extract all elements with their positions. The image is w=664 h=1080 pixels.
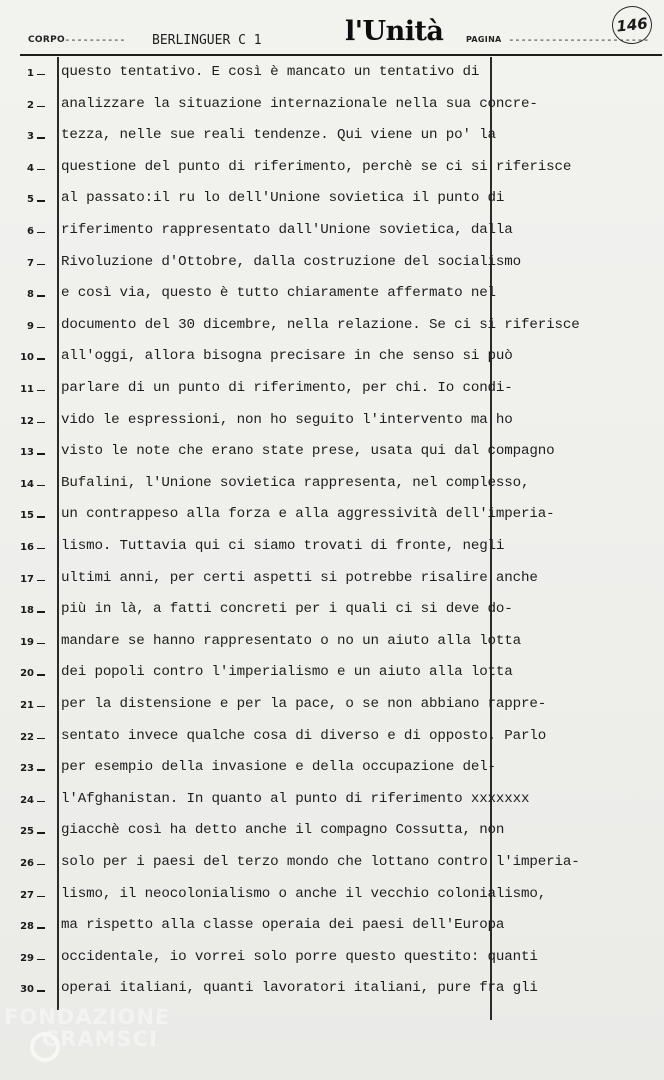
typed-line [0, 913, 664, 945]
line-text: occidentale, io vorrei solo porre questo questito: quanti [61, 948, 538, 965]
line-text: operai italiani, quanti lavoratori italiani, pure fra gli [61, 980, 538, 997]
line-number: 13 [20, 447, 34, 459]
line-number: 3 [27, 131, 34, 143]
line-number-dash [37, 990, 45, 991]
typed-line [0, 186, 664, 218]
line-number: 2 [27, 99, 34, 111]
line-text: analizzare la situazione internazionale nella sua concre- [61, 95, 538, 112]
watermark-line-1: FONDAZIONE [4, 1005, 171, 1029]
line-number-dash [37, 738, 45, 739]
line-text: per esempio della invasione e della occupazione del- [61, 759, 496, 776]
header-rule [20, 54, 662, 56]
line-number: 26 [20, 858, 34, 869]
line-text: per la distensione e per la pace, o se non abbiano rappre- [61, 696, 547, 712]
line-number-dash [37, 864, 45, 865]
line-text: lismo, il neocolonialismo o anche il vecchio colonialismo, [61, 885, 547, 902]
line-number-dash [37, 169, 45, 170]
line-number: 24 [20, 794, 34, 806]
typed-line [0, 92, 664, 124]
watermark-line-2: GRAMSCI [42, 1027, 158, 1051]
line-number-dash [37, 74, 45, 75]
line-number-dash [37, 453, 45, 454]
typed-line [0, 281, 664, 313]
typed-line [0, 534, 664, 566]
watermark [4, 1006, 170, 1050]
pagina-label: PAGINA [466, 35, 502, 44]
line-text: visto le note che erano state prese, usata qui dal compagno [61, 443, 555, 460]
line-number-dash [37, 643, 45, 644]
line-number: 18 [20, 605, 34, 617]
line-number-dash [37, 801, 45, 802]
line-text: solo per i paesi del terzo mondo che lottano contro l'imperia- [61, 854, 580, 870]
line-text: lismo. Tuttavia qui ci siamo trovati di fronte, negli [61, 538, 505, 554]
line-number-dash [37, 832, 45, 833]
line-number: 25 [20, 826, 34, 838]
line-number: 14 [20, 478, 34, 490]
line-text: sentato invece qualche cosa di diverso e di opposto. Parlo [61, 727, 547, 744]
typed-line [0, 218, 664, 250]
line-number: 7 [27, 257, 34, 269]
line-number: 21 [20, 700, 34, 711]
line-number-dash [37, 516, 45, 517]
handwritten-page-number: 146 [610, 4, 654, 46]
line-number-dash [37, 106, 45, 107]
line-number: 29 [20, 952, 34, 964]
line-text: documento del 30 dicembre, nella relazione. Se ci si riferisce [61, 316, 580, 333]
line-number-dash [37, 295, 45, 296]
line-text: l'Afghanistan. In quanto al punto di riferimento xxxxxxx [61, 790, 530, 807]
line-number-dash [37, 706, 45, 707]
line-number: 5 [27, 194, 34, 206]
line-number: 23 [20, 763, 34, 775]
line-text: Bufalini, l'Unione sovietica rappresenta, nel complesso, [61, 474, 530, 491]
line-number: 9 [27, 320, 34, 332]
typed-line [0, 344, 664, 376]
typed-line [0, 471, 664, 503]
line-number-dash [37, 232, 45, 233]
line-text: mandare se hanno rappresentato o no un aiuto alla lotta [61, 632, 522, 649]
typed-line [0, 597, 664, 629]
page-header [0, 0, 664, 60]
typed-line [0, 376, 664, 408]
typed-line [0, 155, 664, 187]
unita-masthead: l'Unità [345, 16, 444, 47]
line-number: 15 [20, 510, 34, 522]
line-number: 16 [20, 542, 34, 553]
line-number-dash [37, 927, 45, 928]
line-text: vido le espressioni, non ho seguito l'intervento ma ho [61, 411, 513, 428]
line-number: 10 [20, 352, 34, 364]
line-text: al passato:il ru lo dell'Unione sovietica il punto di [61, 190, 505, 207]
line-text: giacchè così ha detto anche il compagno Cossutta, non [61, 822, 505, 839]
line-number: 6 [27, 226, 34, 237]
line-text: questione del punto di riferimento, perchè se ci si riferisce [61, 158, 572, 175]
line-number-dash [37, 548, 45, 549]
line-number: 19 [20, 636, 34, 648]
line-number: 20 [20, 668, 34, 680]
typed-line [0, 882, 664, 914]
typed-line [0, 692, 664, 724]
typed-line [0, 60, 664, 92]
line-number: 12 [20, 415, 34, 427]
typed-line [0, 755, 664, 787]
line-text: dei popoli contro l'imperialismo e un aiuto alla lotta [61, 664, 513, 681]
line-text: all'oggi, allora bisogna precisare in che senso si può [61, 348, 513, 365]
line-text: ultimi anni, per certi aspetti si potrebbe risalire anche [61, 569, 538, 586]
corpo-label: CORPO [28, 35, 65, 45]
pagina-dashes: ----------------------- [508, 33, 649, 46]
line-text: parlare di un punto di riferimento, per chi. Io condi- [61, 380, 513, 396]
line-number-dash [37, 896, 45, 897]
line-number: 27 [20, 889, 34, 901]
line-text: ma rispetto alla classe operaia dei paesi dell'Europa [61, 917, 505, 934]
line-text: Rivoluzione d'Ottobre, dalla costruzione del socialismo [61, 253, 522, 270]
line-text: un contrappeso alla forza e alla aggressività dell'imperia- [61, 506, 555, 523]
typed-line [0, 313, 664, 345]
typed-line [0, 787, 664, 819]
line-number: 8 [27, 289, 34, 301]
line-text: questo tentativo. E così è mancato un tentativo di [61, 64, 480, 80]
line-number-dash [37, 358, 45, 359]
corpo-value: BERLINGUER C 1 [152, 33, 262, 48]
typed-line [0, 502, 664, 534]
corpo-dashes: ---------- [64, 33, 126, 46]
line-number: 30 [20, 984, 34, 996]
line-number-dash [37, 611, 45, 612]
line-number: 22 [20, 731, 34, 743]
line-number-dash [37, 580, 45, 581]
line-number-dash [37, 674, 45, 675]
line-number: 17 [20, 573, 34, 585]
line-number: 28 [20, 921, 34, 933]
line-number-dash [37, 769, 45, 770]
line-number-dash [37, 137, 45, 138]
line-text: riferimento rappresentato dall'Unione sovietica, dalla [61, 222, 513, 238]
typed-line [0, 408, 664, 440]
typed-line [0, 123, 664, 155]
typed-line [0, 439, 664, 471]
typed-line [0, 629, 664, 661]
line-number: 1 [27, 68, 34, 79]
typed-line [0, 976, 664, 1008]
typed-line [0, 566, 664, 598]
typed-line [0, 724, 664, 756]
line-number-dash [37, 959, 45, 960]
line-text: più in là, a fatti concreti per i quali ci si deve do- [61, 601, 513, 618]
line-text: tezza, nelle sue reali tendenze. Qui viene un po' la [61, 127, 496, 144]
line-number-dash [37, 485, 45, 486]
line-number-dash [37, 390, 45, 391]
line-number-dash [37, 422, 45, 423]
typed-line [0, 660, 664, 692]
line-number-dash [37, 264, 45, 265]
line-number-dash [37, 327, 45, 328]
typed-line [0, 250, 664, 282]
typed-line [0, 850, 664, 882]
line-number-dash [37, 200, 45, 201]
line-number: 4 [27, 162, 34, 174]
typed-line [0, 818, 664, 850]
line-text: e così via, questo è tutto chiaramente affermato nel [61, 285, 496, 302]
line-number: 11 [20, 384, 34, 395]
typed-line [0, 945, 664, 977]
